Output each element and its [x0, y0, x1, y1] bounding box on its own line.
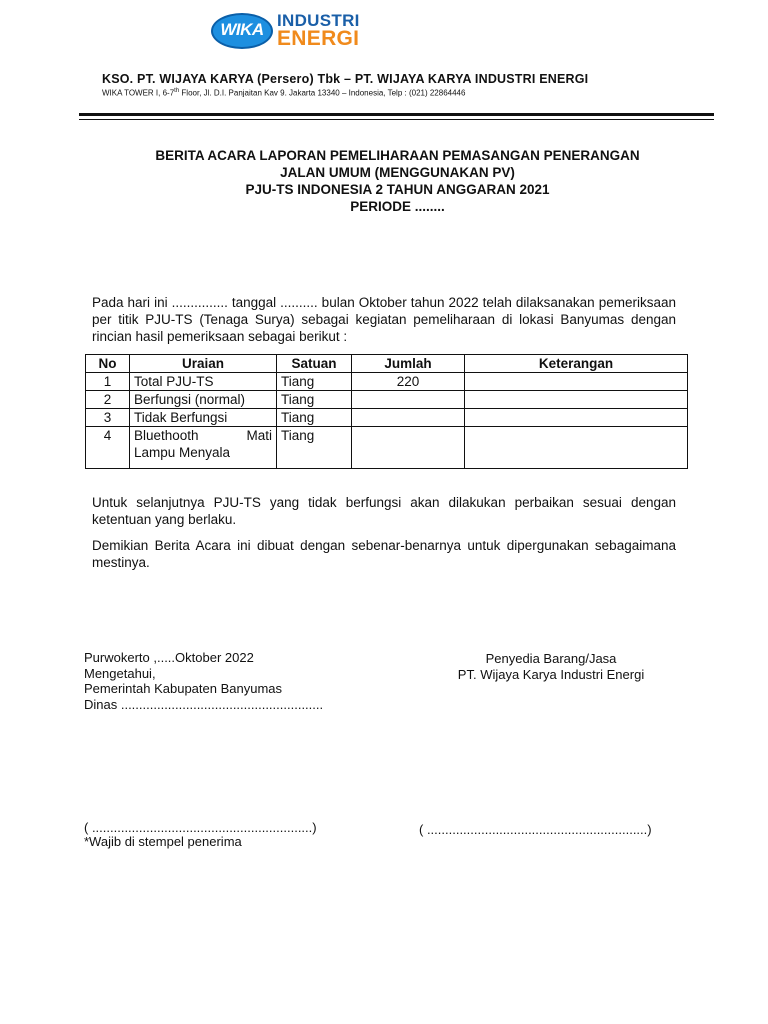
header-rule-thin: [79, 119, 714, 120]
cell-satuan: Tiang: [277, 427, 352, 469]
header-no: No: [86, 355, 130, 373]
document-title: [80, 147, 715, 215]
cell-no: 3: [86, 409, 130, 427]
title-line: PERIODE ........: [350, 199, 445, 214]
uraian-line: Lampu Menyala: [134, 445, 231, 460]
inspection-table: [85, 354, 688, 469]
uraian-word: Bluethooth: [134, 428, 199, 443]
cell-jumlah: [352, 391, 465, 409]
table-row: [86, 409, 688, 427]
header-jumlah: Jumlah: [352, 355, 465, 373]
cell-keterangan: [465, 427, 688, 469]
company-name: KSO. PT. WIJAYA KARYA (Persero) Tbk – PT. WIJAYA KARYA INDUSTRI ENERGI: [102, 72, 589, 86]
cell-jumlah: [352, 427, 465, 469]
cell-satuan: Tiang: [277, 373, 352, 391]
address-text-rest: Floor, Jl. D.I. Panjaitan Kav 9. Jakarta 13340 – Indonesia, Telp : (021) 22864446: [179, 88, 466, 98]
provider-company: PT. Wijaya Karya Industri Energi: [457, 666, 645, 682]
table-row: [86, 391, 688, 409]
cell-keterangan: [465, 373, 688, 391]
cell-uraian: Total PJU-TS: [130, 373, 277, 391]
right-signature-block: [426, 651, 676, 682]
right-signature-line: ( .............................................................): [419, 822, 652, 837]
title-line: JALAN UMUM (MENGGUNAKAN PV): [280, 165, 515, 180]
dinas-line: Dinas ........................................................: [84, 696, 324, 712]
cell-jumlah: [352, 409, 465, 427]
cell-satuan: Tiang: [277, 409, 352, 427]
header-satuan: Satuan: [277, 355, 352, 373]
title-line: BERITA ACARA LAPORAN PEMELIHARAAN PEMASANGAN PENERANGAN: [155, 148, 640, 163]
cell-satuan: Tiang: [277, 391, 352, 409]
cell-keterangan: [465, 391, 688, 409]
logo-text-energi: ENERGI: [277, 27, 360, 50]
uraian-word: Mati: [246, 428, 272, 443]
stamp-note: *Wajib di stempel penerima: [84, 834, 242, 849]
place-date: Purwokerto ,.....Oktober 2022: [84, 650, 254, 665]
closing-paragraph: Demikian Berita Acara ini dibuat dengan sebenar-benarnya untuk dipergunakan sebagaimana mestinya.: [92, 538, 676, 570]
mengetahui-label: Mengetahui,: [84, 665, 156, 681]
cell-uraian: Tidak Berfungsi: [130, 409, 277, 427]
cell-no: 4: [86, 427, 130, 469]
logo-text-industri: INDUSTRI: [277, 11, 360, 30]
cell-uraian: Berfungsi (normal): [130, 391, 277, 409]
cell-jumlah: 220: [352, 373, 465, 391]
title-line: PJU-TS INDONESIA 2 TAHUN ANGGARAN 2021: [245, 182, 550, 197]
cell-no: 2: [86, 391, 130, 409]
header-keterangan: Keterangan: [465, 355, 688, 373]
government-name: Pemerintah Kabupaten Banyumas: [84, 681, 283, 696]
provider-role: Penyedia Barang/Jasa: [485, 651, 617, 666]
company-address: [102, 88, 465, 98]
address-superscript: th: [174, 88, 180, 94]
company-logo: [211, 11, 371, 55]
header-rule-thick: [79, 113, 714, 116]
wika-badge-text: WIKA: [220, 20, 264, 39]
table-header-row: [86, 355, 688, 373]
header-uraian: Uraian: [130, 355, 277, 373]
table-row: [86, 373, 688, 391]
left-signature-line: ( .............................................................): [84, 820, 317, 835]
table-row: [86, 427, 688, 469]
cell-uraian: [130, 427, 277, 469]
intro-paragraph: Pada hari ini ............... tanggal .......... bulan Oktober tahun 2022 telah dilaksanakan pemeriksaan per titik PJU-TS (Tenaga Surya) sebagai kegiatan pemeliharaan di lokasi Banyumas dengan rincian hasil pemeriksaan sebagai berikut :: [92, 295, 676, 344]
cell-no: 1: [86, 373, 130, 391]
address-text: WIKA TOWER I, 6-7: [102, 88, 175, 98]
left-signature-block: [84, 650, 323, 712]
followup-paragraph: Untuk selanjutnya PJU-TS yang tidak berfungsi akan dilakukan perbaikan sesuai dengan ketentuan yang berlaku.: [92, 495, 676, 527]
uraian-line: [134, 427, 272, 444]
cell-keterangan: [465, 409, 688, 427]
